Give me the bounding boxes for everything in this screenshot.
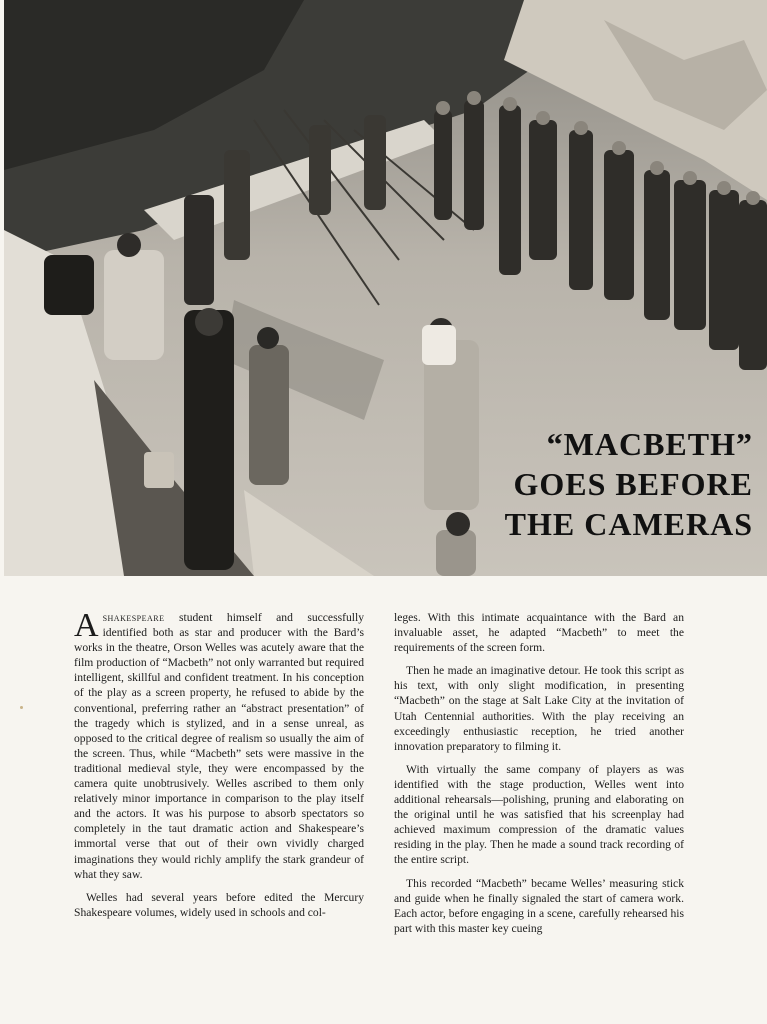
headline-line-2: GOES BEFORE	[513, 466, 753, 502]
drop-cap: A	[74, 607, 99, 644]
bucket	[144, 452, 174, 488]
paragraph: Then he made an imaginative detour. He took this script as his text, with only slight modification, in presenting “Macbeth” on the stage at Salt Lake City at the invitation of Utah Centennial authorities. With the play receiving an exceedingly enthusiastic reception, he tried another innovation preparatory to filming it.	[394, 664, 684, 753]
paragraph: With virtually the same company of players as was identified with the stage production, Welles went into additional rehearsals—polishing, pruning and elaborating on the original until he was satisfied that his screenplay had achieved maximum compression of the dramatic values residing in the play. Then he made a sound track recording of the entire script.	[394, 762, 684, 867]
headline-line-3: THE CAMERAS	[504, 506, 753, 542]
paragraph: leges. With this intimate acquaintance with the Bard an invaluable asset, he adapted “Macbeth” to meet the requirements of the screen form.	[394, 611, 684, 655]
print-speck	[20, 706, 23, 709]
lead-word: shakespeare	[102, 611, 165, 624]
headline-line-1: “MACBETH”	[546, 426, 753, 462]
paragraph	[74, 607, 364, 882]
headline	[453, 424, 753, 544]
paragraph: Welles had several years before edited the Mercury Shakespeare volumes, widely used in schools and col-	[74, 890, 364, 919]
column-left	[74, 607, 364, 944]
column-right	[394, 610, 684, 944]
platform-edge	[244, 490, 374, 576]
paragraph: This recorded “Macbeth” became Welles’ measuring stick and guide when he finally signaled the start of camera work. Each actor, before engaging in a scene, carefully rehearsed his part with this master key cueing	[394, 876, 684, 935]
article-body	[74, 607, 684, 944]
paragraph-text: student himself and successfully identified both as star and producer with the Bard’s works in the theatre, Orson Welles was acutely aware that the film production of “Macbeth” not only warranted but required intelligent, skillful and confident treatment. In his conception of the play as a screen property, he refused to abide by the conventional, preferring rather an “abstract presentation” of the tragedy which is stylized, and in a sense unreal, as opposed to the critical degree of realism so usually the aim of the screen. Thus, while “Macbeth” sets were massive in the traditional medieval style, they were encompassed by the camera quite unobtrusively. Welles ascribed to them only relatively minor importance in comparison to the play itself and the actors. It was his purpose to absorb spectators so completely in the taut dramatic action and Shakespeare’s immortal verse that out of their own vividly charged imaginations they would richly amplify the stark grandeur of what they saw.	[74, 611, 364, 881]
ground-shadow	[224, 300, 384, 420]
